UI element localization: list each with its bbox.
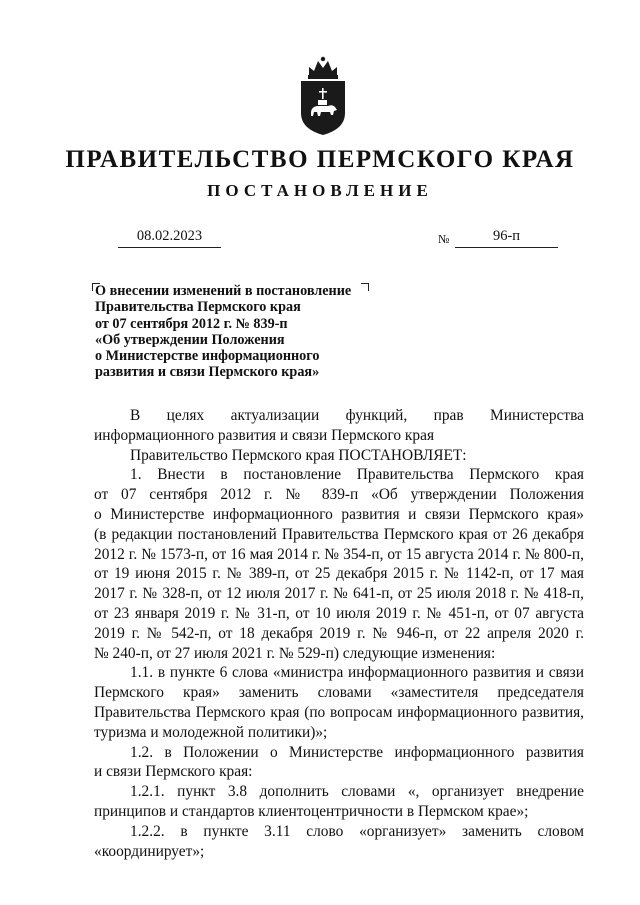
text-line: о Министерстве информационного развития и связи Пермского края» (94, 505, 584, 523)
text-line: Пермского края» заменить словами «заместителя председателя (94, 684, 584, 702)
item-1-2-1-paragraph (94, 782, 584, 822)
text-line: 1.2. в Положении о Министерстве информационного развития (130, 743, 584, 761)
text-line: от 19 июня 2015 г. № 389-п, от 25 декабря 2015 г. № 1142-п, от 17 мая (94, 565, 584, 583)
text-line: № 240-п, от 27 июля 2021 г. № 529-п) следующие изменения: (94, 644, 496, 662)
text-line: 1.2.1. пункт 3.8 дополнить словами «, организует внедрение (130, 783, 584, 801)
text-line: информационного развития и связи Пермского края (94, 426, 435, 444)
item-1-1-paragraph (94, 663, 584, 742)
subject-line: «Об утверждении Положения (95, 331, 285, 348)
government-title: ПРАВИТЕЛЬСТВО ПЕРМСКОГО КРАЯ (65, 146, 575, 173)
item-1-2-2-paragraph (94, 822, 584, 862)
subject-line: Правительства Пермского края (95, 299, 301, 316)
document-body (94, 406, 584, 861)
text-line: туризма и молодежной политики)»; (94, 723, 328, 741)
document-subject (95, 283, 375, 381)
text-line: Правительство Пермского края ПОСТАНОВЛЯЕТ: (130, 446, 467, 464)
text-line: 1. Внести в постановление Правительства Пермского края (130, 466, 584, 484)
item-1-paragraph (94, 465, 584, 663)
text-line: от 07 сентября 2012 г. № 839-п «Об утверждении Положения (94, 486, 584, 504)
subject-line: от 07 сентября 2012 г. № 839-п (95, 315, 288, 332)
coat-of-arms-icon (297, 55, 349, 137)
text-line: (в редакции постановлений Правительства Пермского края от 26 декабря (94, 525, 584, 543)
subject-line: развития и связи Пермского края» (95, 364, 320, 381)
text-line: «координирует»; (94, 842, 205, 860)
text-line: и связи Пермского края: (94, 763, 253, 781)
subject-line: о Министерстве информационного (95, 348, 320, 365)
number-sign: № (438, 232, 450, 246)
text-line: В целях актуализации функций, прав Министерства (130, 407, 584, 424)
resolution-paragraph (94, 446, 584, 466)
text-line: 2017 г. № 328-п, от 12 июля 2017 г. № 641-п, от 25 июля 2018 г. № 418-п, (94, 585, 584, 603)
text-line: 2012 г. № 1573-п, от 16 мая 2014 г. № 354-п, от 15 августа 2014 г. № 800-п, (94, 545, 584, 563)
text-line: 1.2.2. в пункте 3.11 слово «организует» заменить словом (130, 822, 584, 840)
subject-line: О внесении изменений в постановление (95, 283, 352, 299)
document-date: 08.02.2023 (118, 228, 221, 248)
text-line: 2019 г. № 542-п, от 18 декабря 2019 г. № 946-п, от 22 апреля 2020 г. (94, 624, 584, 642)
document-number: 96-п (455, 228, 558, 248)
document-type: ПОСТАНОВЛЕНИЕ (207, 181, 433, 200)
text-line: от 23 января 2019 г. № 31-п, от 10 июля 2019 г. № 451-п, от 07 августа (94, 604, 584, 622)
item-1-2-paragraph (94, 743, 584, 783)
text-line: 1.1. в пункте 6 слова «министра информационного развития и связи (130, 664, 584, 682)
text-line: Правительства Пермского края (по вопросам информационного развития, (94, 703, 584, 721)
text-line: принципов и стандартов клиентоцентричности в Пермском крае»; (94, 802, 529, 820)
preamble-paragraph (94, 406, 584, 446)
